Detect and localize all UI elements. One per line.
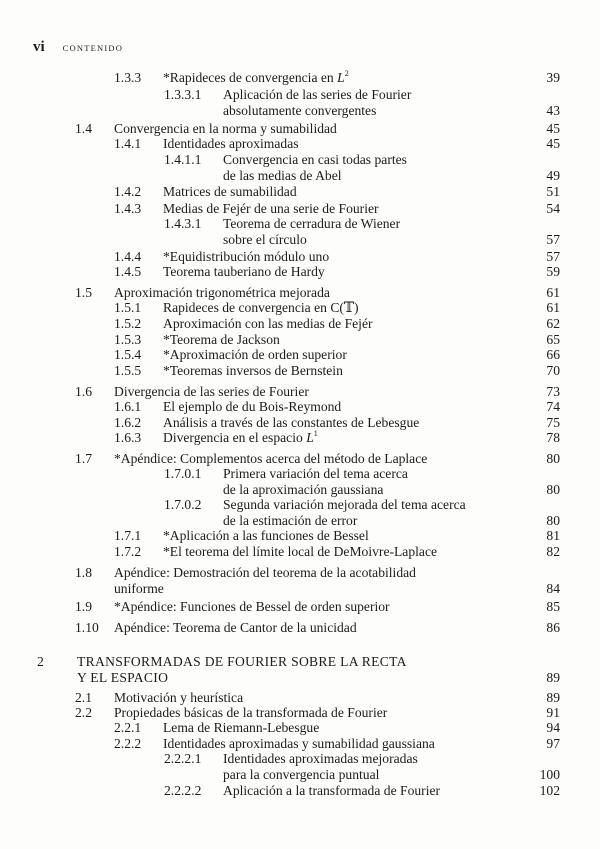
toc-entry bbox=[0, 87, 600, 119]
toc-entry-page: 86 bbox=[546, 620, 560, 635]
toc-entry-page: 51 bbox=[546, 184, 560, 199]
toc-entry-number: 1.6.2 bbox=[114, 415, 142, 430]
toc-entry-page: 54 bbox=[546, 201, 560, 216]
toc-entry bbox=[0, 363, 600, 379]
toc-entry bbox=[0, 751, 600, 783]
toc-entry bbox=[0, 285, 600, 301]
toc-entry-number: 1.5.1 bbox=[114, 300, 142, 315]
toc-entry bbox=[0, 705, 600, 721]
toc-entry bbox=[0, 451, 600, 467]
toc-entry-title: Análisis a través de las constantes de Lebesgue bbox=[163, 415, 420, 430]
toc-entry-title: *El teorema del límite local de DeMoivre-Laplace bbox=[163, 544, 438, 559]
toc-entry-page: 45 bbox=[546, 121, 560, 136]
toc-entry bbox=[0, 201, 600, 217]
toc-entry-title: de la estimación de error bbox=[223, 513, 358, 528]
toc-entry-number: 1.7 bbox=[75, 451, 92, 466]
toc-entry-title: Identidades aproximadas y sumabilidad gaussiana bbox=[163, 736, 435, 751]
toc-entry-title: Aproximación trigonométrica mejorada bbox=[114, 285, 330, 300]
toc-entry-page: 73 bbox=[546, 384, 560, 399]
toc-entry-number: 1.7.0.2 bbox=[164, 497, 202, 512]
toc-entry bbox=[0, 216, 600, 248]
toc-entry bbox=[0, 528, 600, 544]
toc-entry-number: 1.6.3 bbox=[114, 430, 142, 445]
toc-entry-number: 2.2.2.2 bbox=[164, 783, 202, 798]
toc-entry-page: 57 bbox=[546, 249, 560, 264]
toc-entry-title: Identidades aproximadas bbox=[163, 136, 299, 151]
toc-entry-number: 1.4.1 bbox=[114, 136, 142, 151]
toc-entry-page: 80 bbox=[546, 451, 560, 466]
running-title: CONTENIDO bbox=[62, 43, 124, 53]
toc-entry bbox=[0, 620, 600, 636]
toc-entry-title: absolutamente convergentes bbox=[223, 103, 377, 118]
toc-entry-page: 94 bbox=[546, 720, 560, 735]
toc-entry bbox=[0, 152, 600, 184]
toc-entry bbox=[0, 720, 600, 736]
toc-entry-title: *Equidistribución módulo uno bbox=[163, 249, 330, 264]
toc-entry bbox=[0, 184, 600, 200]
toc-entry-title: Teorema de cerradura de Wiener bbox=[223, 216, 401, 231]
toc-entry-title: *Aplicación a las funciones de Bessel bbox=[163, 528, 369, 543]
toc-entry-page: 82 bbox=[546, 544, 560, 559]
toc-entry-page: 102 bbox=[539, 783, 560, 798]
toc-entry-title: Matrices de sumabilidad bbox=[163, 184, 297, 199]
toc-entry-title: de las medias de Abel bbox=[223, 168, 342, 183]
toc-entry-title: Aplicación de las series de Fourier bbox=[223, 87, 412, 102]
toc-entry-number: 1.7.0.1 bbox=[164, 466, 202, 481]
toc-entry bbox=[0, 332, 600, 348]
toc-entry bbox=[0, 430, 600, 446]
toc-entry-page: 62 bbox=[546, 316, 560, 331]
toc-entry-number: 1.5 bbox=[75, 285, 92, 300]
toc-entry-number: 1.4.5 bbox=[114, 264, 142, 279]
toc-entry-title: para la convergencia puntual bbox=[223, 767, 380, 782]
toc-entry-number: 1.4.1.1 bbox=[164, 152, 202, 167]
toc-entry-number: 1.10 bbox=[75, 620, 99, 635]
toc-entry-page: 43 bbox=[546, 103, 560, 118]
toc-entry-number: 2.2 bbox=[75, 705, 92, 720]
toc-entry-number: 1.4.3 bbox=[114, 201, 142, 216]
toc-entry-page: 61 bbox=[546, 300, 560, 315]
toc-entry-title: Convergencia en la norma y sumabilidad bbox=[114, 121, 337, 136]
toc-entry-page: 78 bbox=[546, 430, 560, 445]
toc-entry-title: *Apéndice: Funciones de Bessel de orden superior bbox=[114, 599, 390, 614]
toc-entry bbox=[0, 544, 600, 560]
toc-entry-page: 89 bbox=[546, 690, 560, 705]
toc-entry-page: 45 bbox=[546, 136, 560, 151]
toc-entry-number: 2.2.2.1 bbox=[164, 751, 202, 766]
page-number: vi bbox=[33, 39, 45, 55]
toc-entry bbox=[0, 783, 600, 799]
toc-entry-number: 2.2.1 bbox=[114, 720, 142, 735]
toc-entry-title: Identidades aproximadas mejoradas bbox=[223, 751, 418, 766]
toc-entry bbox=[0, 736, 600, 752]
toc-entry bbox=[0, 384, 600, 400]
toc-entry bbox=[0, 654, 600, 686]
toc-entry-number: 1.7.2 bbox=[114, 544, 142, 559]
toc-entry-title: Y EL ESPACIO bbox=[77, 670, 169, 685]
toc-entry bbox=[0, 316, 600, 332]
toc-entry-title: de la aproximación gaussiana bbox=[223, 482, 384, 497]
toc-entry-page: 85 bbox=[546, 599, 560, 614]
toc-entry bbox=[0, 70, 600, 86]
toc-entry bbox=[0, 264, 600, 280]
toc-entry-page: 75 bbox=[546, 415, 560, 430]
toc-entry-page: 91 bbox=[546, 705, 560, 720]
toc-entry-title: *Teoremas inversos de Bernstein bbox=[163, 363, 343, 378]
toc-entry-title: Divergencia en el espacio $L^1$ bbox=[163, 429, 318, 445]
toc-entry-title: Medias de Fejér de una serie de Fourier bbox=[163, 201, 379, 216]
toc-entry-number: 1.9 bbox=[75, 599, 92, 614]
toc-entry-page: 49 bbox=[546, 168, 560, 183]
toc-entry-page: 65 bbox=[546, 332, 560, 347]
toc-entry-title: *Rapideces de convergencia en $L^2$ bbox=[163, 69, 349, 85]
toc-entry-number: 1.5.2 bbox=[114, 316, 142, 331]
toc-entry-title: Rapideces de convergencia en C(𝕋) bbox=[163, 300, 359, 315]
toc-entry-title: uniforme bbox=[114, 581, 164, 596]
toc-entry-title: Convergencia en casi todas partes bbox=[223, 152, 407, 167]
toc-entry-number: 1.5.5 bbox=[114, 363, 142, 378]
toc-entry-page: 80 bbox=[546, 513, 560, 528]
toc-entry-title: *Aproximación de orden superior bbox=[163, 347, 347, 362]
toc-entry-number: 1.4 bbox=[75, 121, 92, 136]
toc-entry-page: 74 bbox=[546, 399, 560, 414]
toc-entry-page: 57 bbox=[546, 232, 560, 247]
toc-entry-page: 100 bbox=[539, 767, 560, 782]
toc-entry-number: 1.6 bbox=[75, 384, 92, 399]
toc-entry bbox=[0, 599, 600, 615]
toc-entry bbox=[0, 249, 600, 265]
toc-entry-title: Aproximación con las medias de Fejér bbox=[163, 316, 373, 331]
toc-entry-number: 1.4.4 bbox=[114, 249, 142, 264]
toc-entry-number: 1.3.3 bbox=[114, 70, 142, 85]
toc-entry-title: Teorema tauberiano de Hardy bbox=[163, 264, 325, 279]
toc-entry-number: 2.1 bbox=[75, 690, 92, 705]
toc-entry bbox=[0, 466, 600, 498]
toc-entry-number: 1.4.3.1 bbox=[164, 216, 202, 231]
toc-entry-title: El ejemplo de du Bois-Reymond bbox=[163, 399, 342, 414]
toc-entry-number: 1.4.2 bbox=[114, 184, 142, 199]
toc-entry bbox=[0, 121, 600, 137]
toc-entry-number: 1.6.1 bbox=[114, 399, 142, 414]
toc-entry-page: 97 bbox=[546, 736, 560, 751]
toc-entry bbox=[0, 565, 600, 597]
toc-entry-number: 2.2.2 bbox=[114, 736, 142, 751]
toc-entry-title: Aplicación a la transformada de Fourier bbox=[223, 783, 441, 798]
toc-entry bbox=[0, 415, 600, 431]
toc-entry-page: 66 bbox=[546, 347, 560, 362]
toc-entry-number: 1.3.3.1 bbox=[164, 87, 202, 102]
toc-entry bbox=[0, 497, 600, 529]
toc-entry-title: Segunda variación mejorada del tema acerca bbox=[223, 497, 466, 512]
toc-entry-title: *Teorema de Jackson bbox=[163, 332, 280, 347]
toc-entry-title: Apéndice: Teorema de Cantor de la unicidad bbox=[114, 620, 357, 635]
toc-entry-number: 1.8 bbox=[75, 565, 92, 580]
toc-entry-title: sobre el círculo bbox=[223, 232, 307, 247]
toc-entry-title: Lema de Riemann-Lebesgue bbox=[163, 720, 320, 735]
toc-entry-title: TRANSFORMADAS DE FOURIER SOBRE LA RECTA bbox=[77, 654, 407, 669]
toc-entry-page: 84 bbox=[546, 581, 560, 596]
toc-entry-page: 61 bbox=[546, 285, 560, 300]
toc-entry-title: Divergencia de las series de Fourier bbox=[114, 384, 309, 399]
toc-entry-page: 81 bbox=[546, 528, 560, 543]
toc-entry-title: Motivación y heurística bbox=[114, 690, 244, 705]
toc-entry-title: *Apéndice: Complementos acerca del método de Laplace bbox=[114, 451, 428, 466]
toc-entry-number: 1.5.4 bbox=[114, 347, 142, 362]
toc-entry-number: 1.5.3 bbox=[114, 332, 142, 347]
toc-entry bbox=[0, 136, 600, 152]
toc-entry-title: Primera variación del tema acerca bbox=[223, 466, 408, 481]
toc-entry bbox=[0, 399, 600, 415]
toc-entry bbox=[0, 690, 600, 706]
toc-entry-page: 80 bbox=[546, 482, 560, 497]
toc-entry-page: 70 bbox=[546, 363, 560, 378]
toc-entry bbox=[0, 300, 600, 316]
toc-entry-title: Apéndice: Demostración del teorema de la acotabilidad bbox=[114, 565, 416, 580]
toc-entry-number: 2 bbox=[37, 654, 44, 669]
toc-entry-page: 39 bbox=[546, 70, 560, 85]
toc-entry bbox=[0, 347, 600, 363]
toc-entry-page: 59 bbox=[546, 264, 560, 279]
toc-entry-page: 89 bbox=[546, 670, 560, 685]
toc-entry-number: 1.7.1 bbox=[114, 528, 142, 543]
toc-entry-title: Propiedades básicas de la transformada de Fourier bbox=[114, 705, 388, 720]
